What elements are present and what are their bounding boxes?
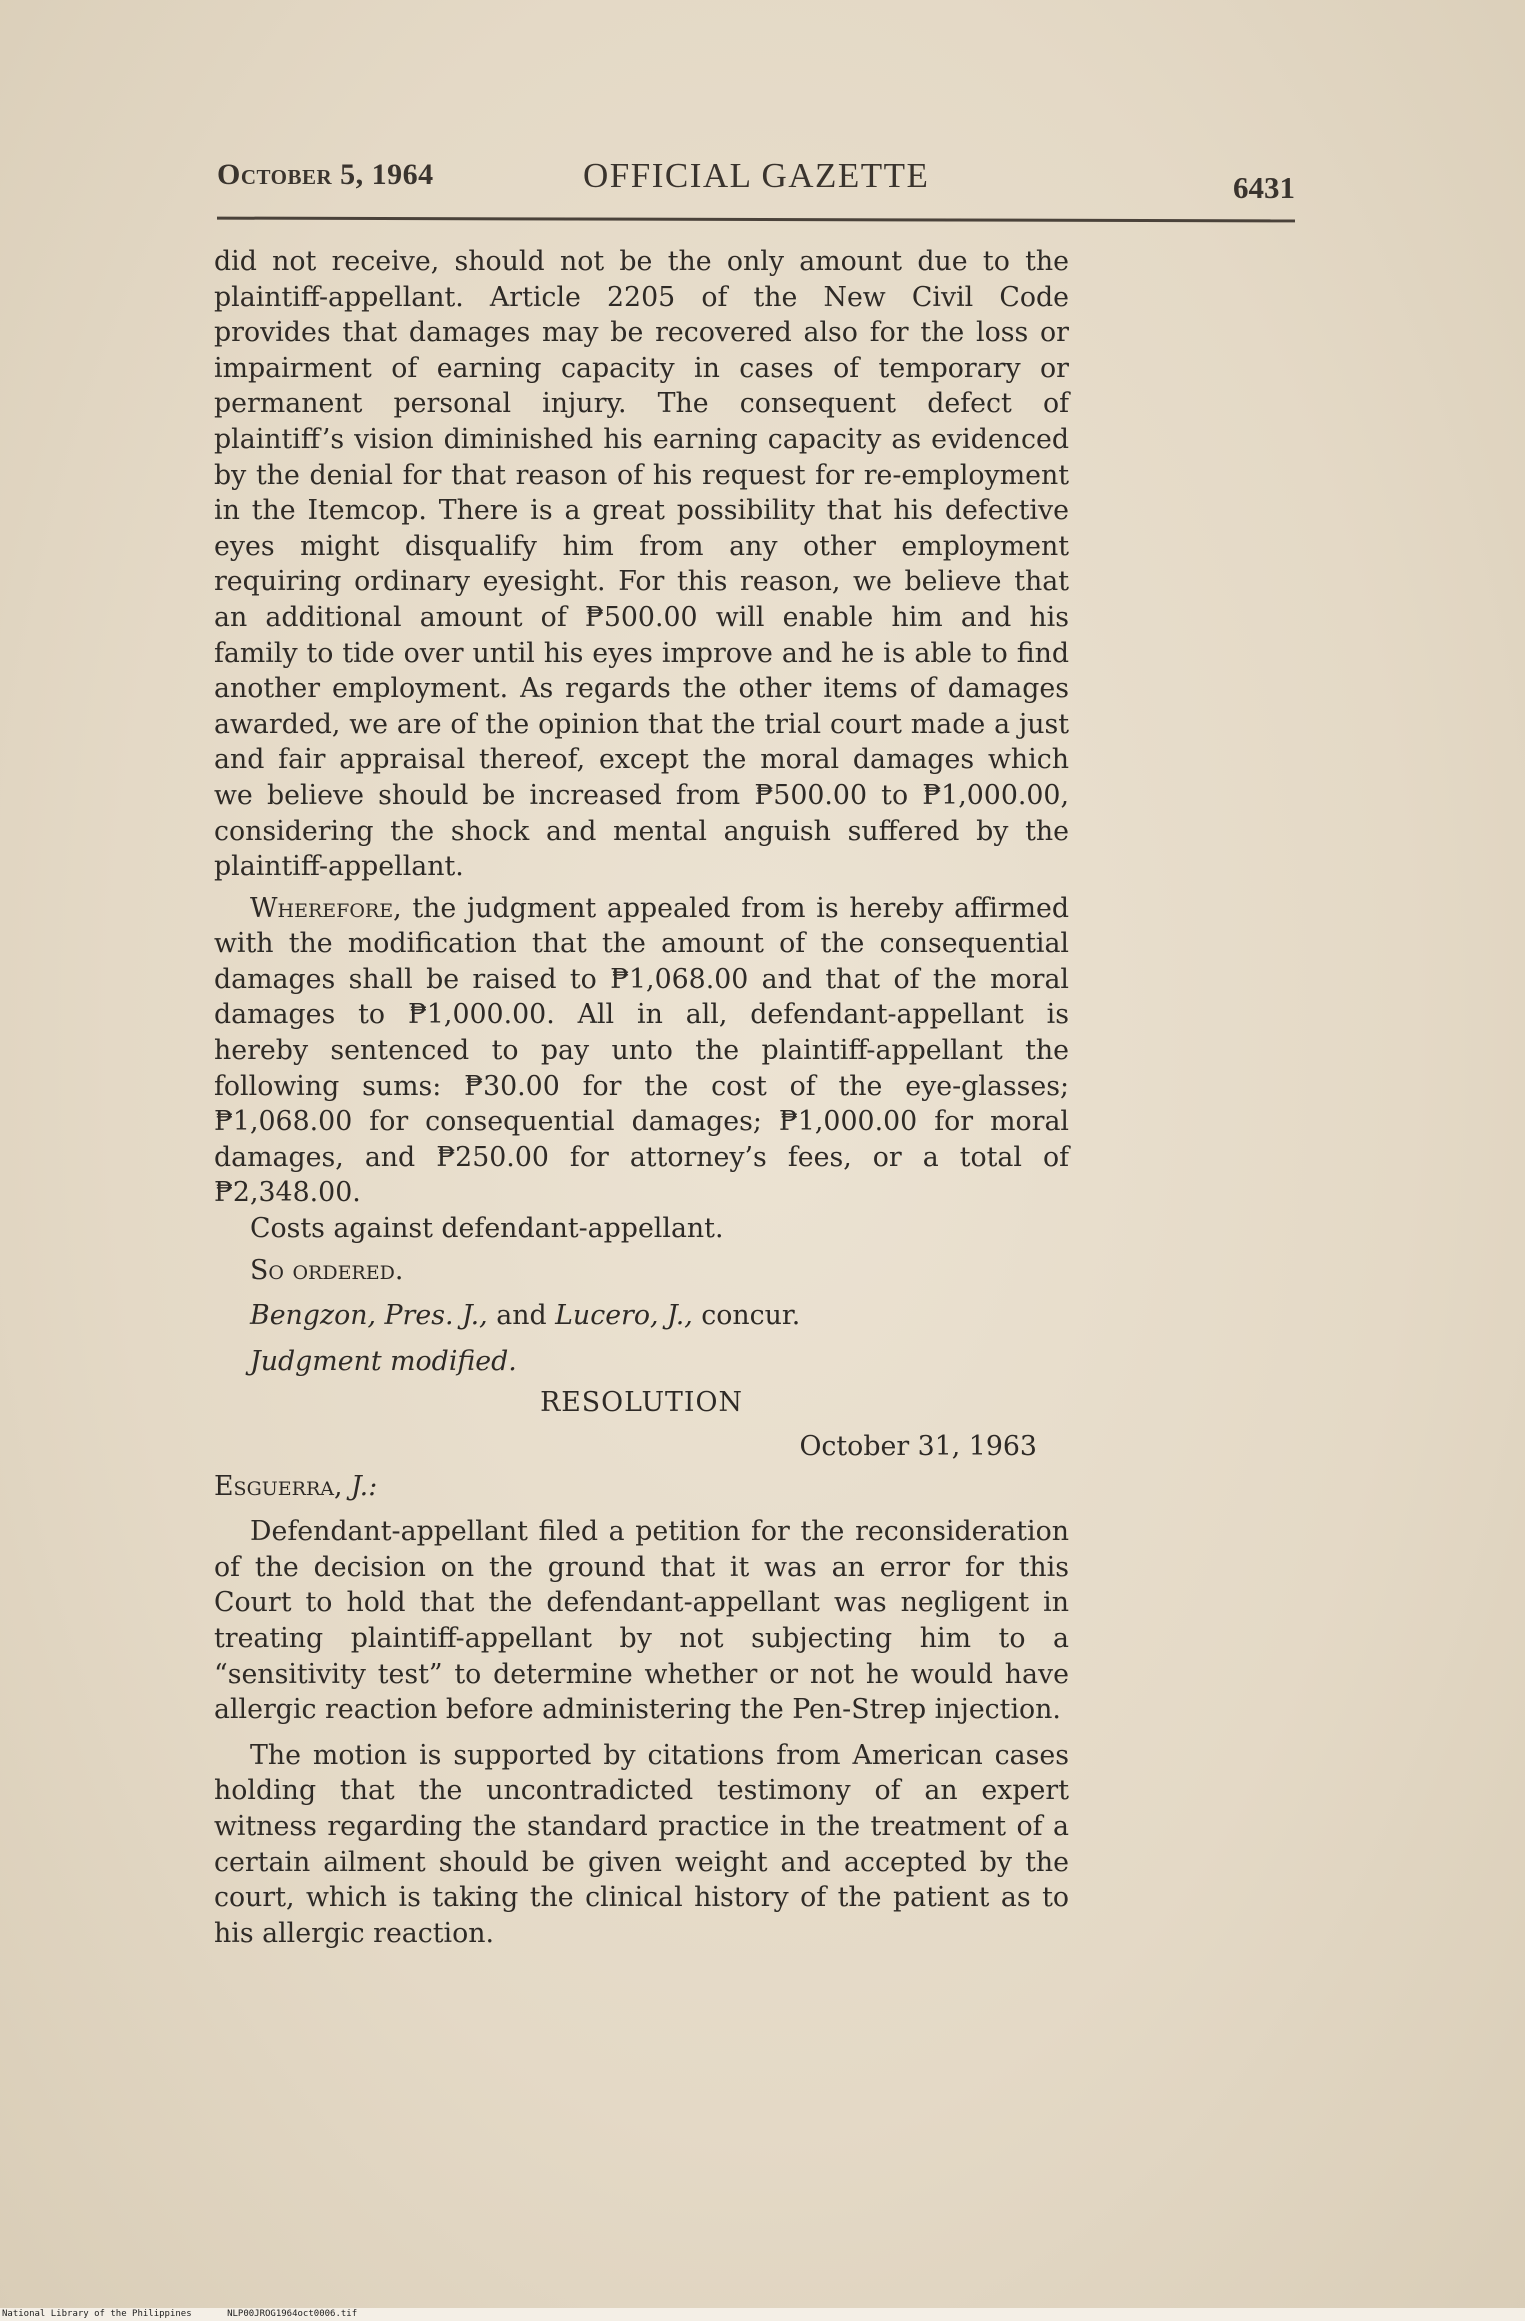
author-title: J.:: [342, 1470, 378, 1502]
concur-name-1: Bengzon, Pres. J.,: [250, 1300, 488, 1332]
resolution-date: October 31, 1963: [799, 1431, 1037, 1462]
paragraph-costs: Costs against defendant-appellant.: [250, 1213, 724, 1245]
concur-and: and: [487, 1300, 556, 1332]
concurrence-line: [214, 1298, 1069, 1334]
paragraph-damages: did not receive, should not be the only amount due to the plaintiff-appellant. Article 2205 of the New Civil Code provides that damages may be recovered also for the loss or impairment of earning capacity in cases of temporary or permanent personal injury. The consequent defect of plaintiff’s vision diminished his earning capacity as evidenced by the denial for that reason of his request for re-employment in the Itemcop. There is a great possibility that his defective eyes might disqualify him from any other employment requiring ordinary eyesight. For this reason, we believe that an additional amount of ₱500.00 will enable him and his family to tide over until his eyes improve and he is able to find another employment. As regards the other items of damages awarded, we are of the opinion that the trial court made a just and fair appraisal thereof, except the moral damages which we believe should be increased from ₱500.00 to ₱1,000.00, considering the shock and mental anguish suffered by the plaintiff-appellant.: [214, 246, 1069, 883]
paragraph-wherefore: [214, 891, 1069, 1211]
issue-date: October 5, 1964: [217, 158, 434, 191]
resolution-author: [214, 1469, 1069, 1505]
footer-filename: NLP00JROG1964oct0006.tif: [227, 2309, 358, 2319]
paragraph-motion: The motion is supported by citations from American cases holding that the uncontradicted testimony of an expert witness regarding the standard practice in the treatment of a certain ailment should be given weight and accepted by the court, which is taking the clinical history of the patient as to his allergic reaction.: [214, 1739, 1069, 1949]
author-name: Esguerra,: [214, 1470, 343, 1502]
so-ordered: So ordered.: [250, 1254, 404, 1286]
article-body: [214, 244, 1069, 1951]
concur-tail: concur.: [692, 1300, 801, 1332]
wherefore-lead: Wherefore,: [250, 892, 402, 924]
paragraph-petition: Defendant-appellant filed a petition for the reconsideration of the decision on the ground that it was an error for this Court to hold that the defendant-appellant was negligent in treating plaintiff-appellant by not subjecting him to a “sensitivity test” to determine whether or not he would have allergic reaction before administering the Pen-Strep injection.: [214, 1516, 1069, 1726]
footer-library: National Library of the Philippines: [2, 2309, 192, 2319]
page-number: 6431: [1233, 170, 1295, 205]
judgment-note: Judgment modified.: [250, 1345, 517, 1377]
concur-name-2: Lucero, J.,: [555, 1300, 693, 1332]
resolution-heading: RESOLUTION: [540, 1387, 743, 1419]
wherefore-text: the judgment appealed from is hereby affirmed with the modification that the amount of the consequential damages shall be raised to ₱1,068.00 and that of the moral damages to ₱1,000.00. All in all, defendant-appellant is hereby sentenced to pay unto the plaintiff-appellant the following sums: ₱30.00 for the cost of the eye-glasses; ₱1,068.00 for consequential damages; ₱1,000.00 for moral damages, and ₱250.00 for attorney’s fees, or a total of ₱2,348.00.: [214, 892, 1069, 1209]
scan-footer: [0, 2308, 1525, 2321]
publication-title: OFFICIAL GAZETTE: [583, 156, 930, 195]
page-header: [217, 148, 1295, 218]
